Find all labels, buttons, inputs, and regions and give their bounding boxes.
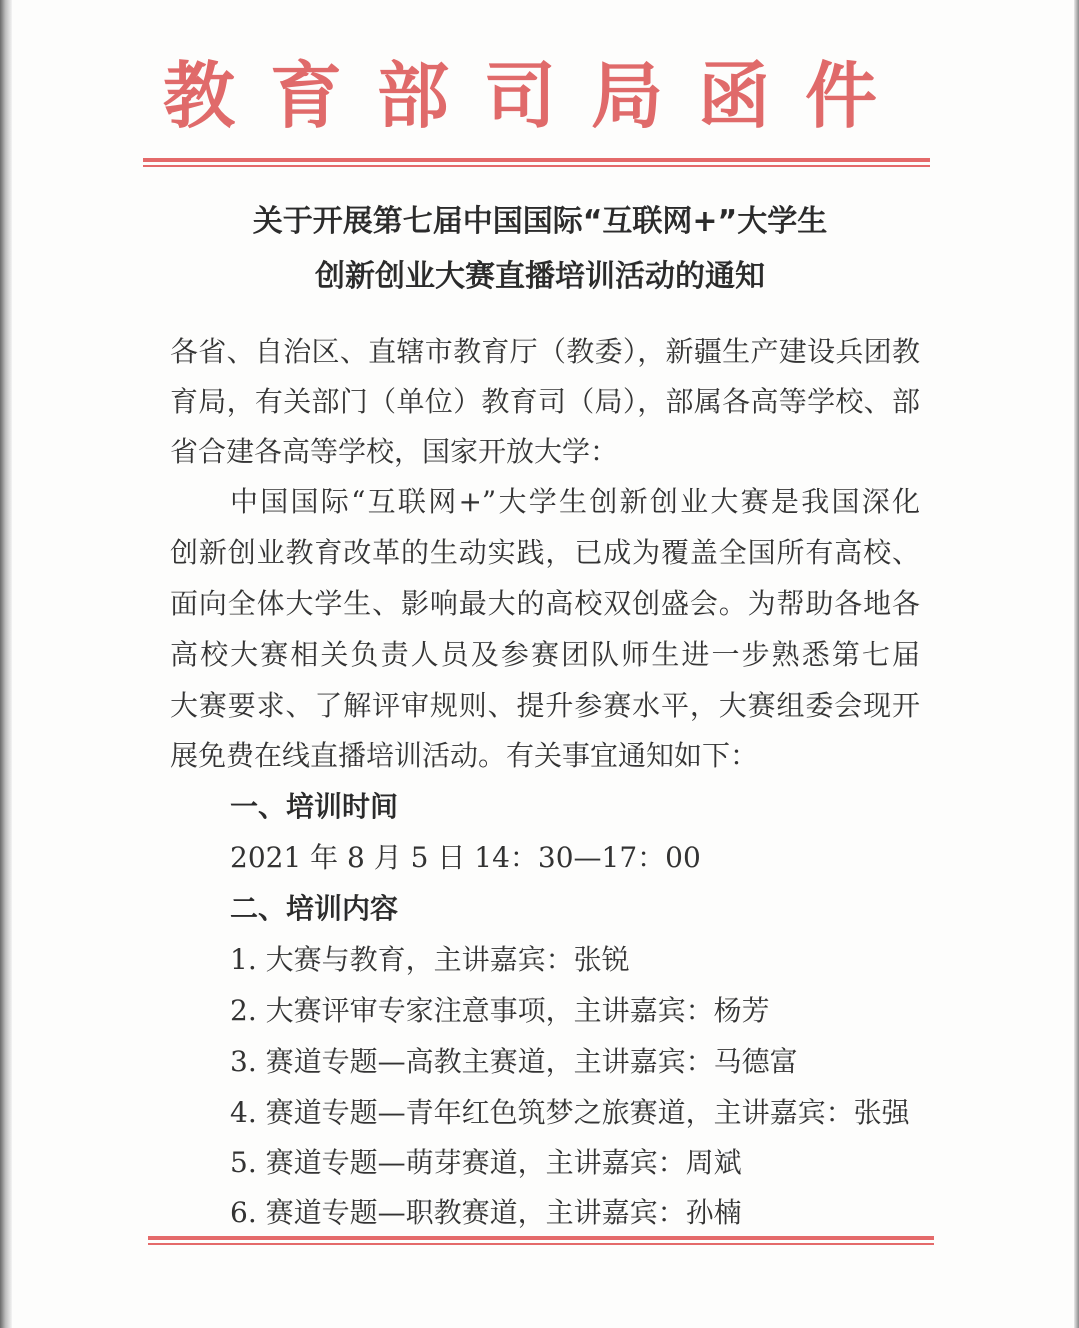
- notice-title-line-2: 创新创业大赛直播培训活动的通知: [315, 259, 765, 294]
- paragraph-line: 面向全体大学生、影响最大的高校双创盛会。为帮助各地各: [170, 587, 920, 620]
- paragraph-line: 中国国际“互联网+”大学生创新创业大赛是我国深化: [230, 485, 920, 518]
- list-item: 3. 赛道专题—高教主赛道，主讲嘉宾：马德富: [230, 1045, 798, 1078]
- letterhead-rule-thin: [143, 165, 930, 167]
- section-heading-content: 二、培训内容: [230, 892, 399, 925]
- list-item: 5. 赛道专题—萌芽赛道，主讲嘉宾：周斌: [230, 1146, 742, 1179]
- salutation-line: 省合建各高等学校，国家开放大学：: [170, 435, 619, 468]
- notice-title-line-1: 关于开展第七届中国国际“互联网+”大学生: [252, 204, 828, 239]
- scan-edge-shadow-right: [1074, 0, 1079, 1328]
- letterhead-title: 教育部司局函件: [162, 53, 912, 138]
- list-item: 6. 赛道专题—职教赛道，主讲嘉宾：孙楠: [230, 1196, 742, 1229]
- list-item: 4. 赛道专题—青年红色筑梦之旅赛道，主讲嘉宾：张强: [230, 1096, 910, 1129]
- list-item: 2. 大赛评审专家注意事项，主讲嘉宾：杨芳: [230, 994, 770, 1027]
- paragraph-line: 创新创业教育改革的生动实践，已成为覆盖全国所有高校、: [170, 536, 920, 569]
- scan-edge-shadow: [0, 0, 12, 1328]
- section-heading-time: 一、培训时间: [230, 790, 399, 823]
- training-time: 2021 年 8 月 5 日 14：30—17：00: [230, 841, 701, 874]
- footer-rule-thin: [148, 1243, 934, 1245]
- letterhead-rule-thick: [143, 158, 930, 162]
- paragraph-line: 高校大赛相关负责人员及参赛团队师生进一步熟悉第七届: [170, 638, 920, 671]
- salutation-line: 育局，有关部门（单位）教育司（局），部属各高等学校、部: [170, 385, 920, 418]
- salutation-line: 各省、自治区、直辖市教育厅（教委），新疆生产建设兵团教: [170, 335, 920, 368]
- paragraph-line: 展免费在线直播培训活动。有关事宜通知如下：: [170, 739, 759, 772]
- paragraph-line: 大赛要求、了解评审规则、提升参赛水平，大赛组委会现开: [170, 689, 920, 722]
- list-item: 1. 大赛与教育，主讲嘉宾：张锐: [230, 943, 630, 976]
- footer-rule-thick: [148, 1236, 934, 1240]
